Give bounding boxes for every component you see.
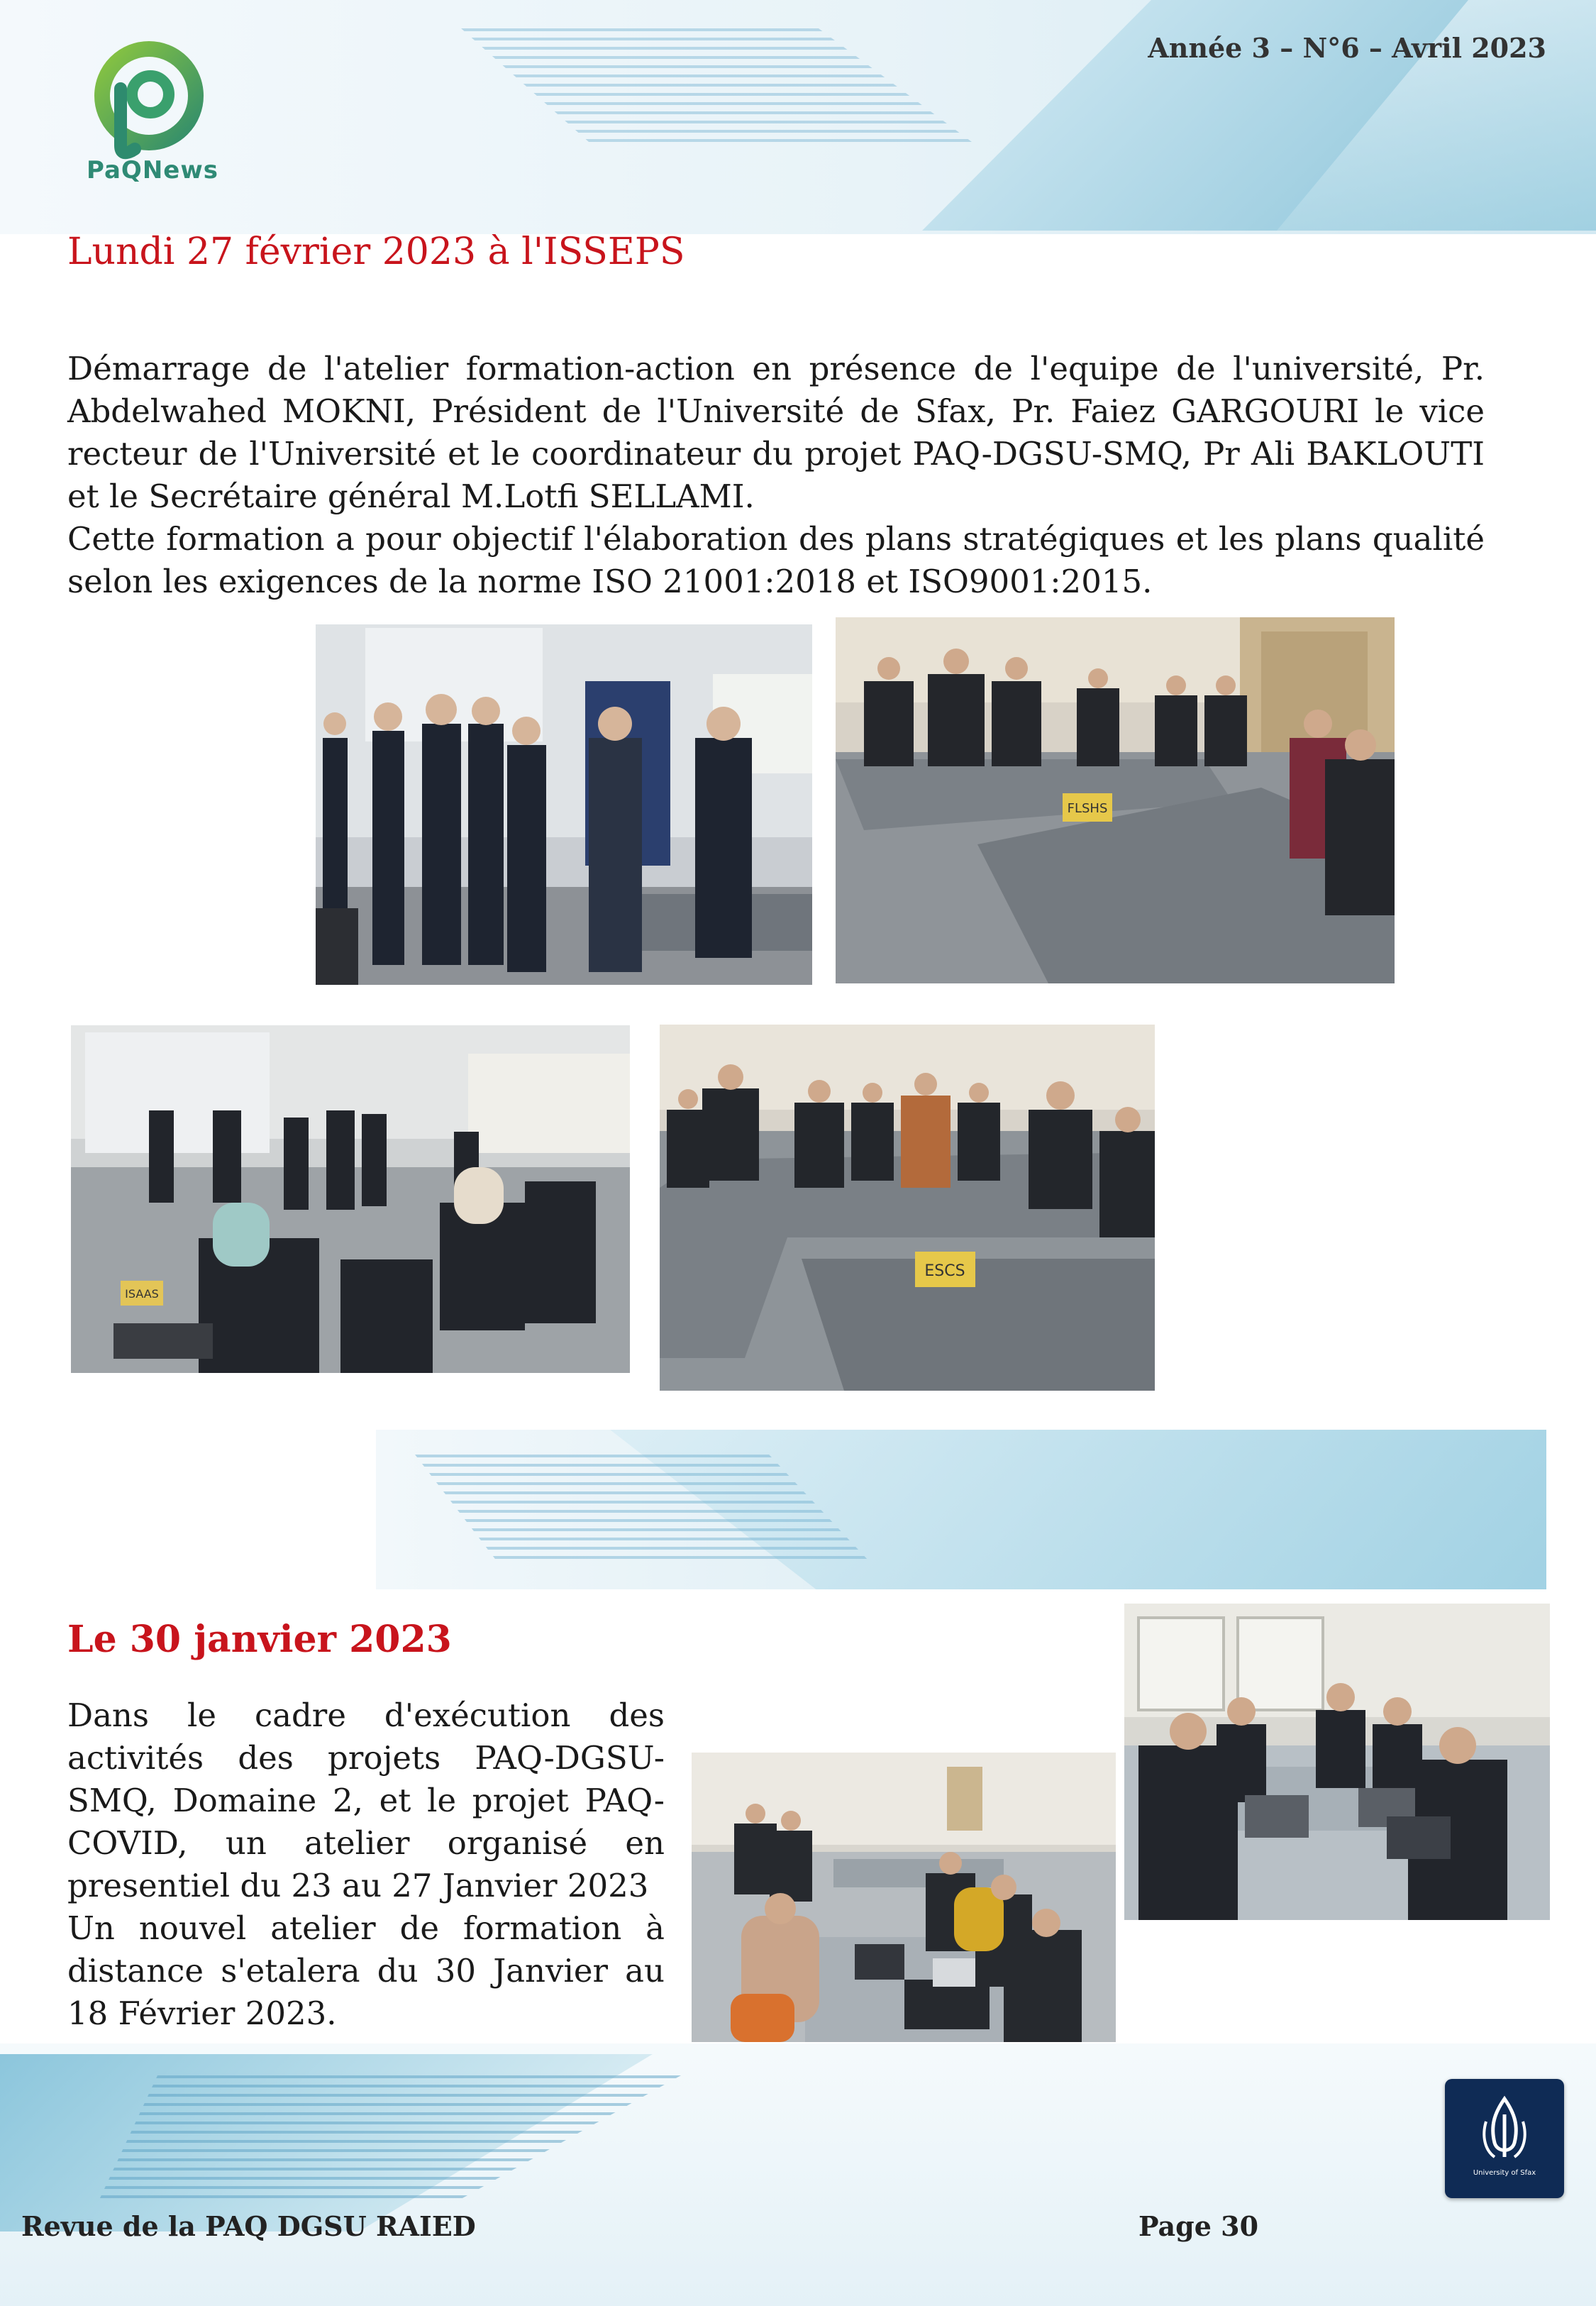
section2-paragraph1: Dans le cadre d'exécution des activités des projets PAQ-DGSU-SMQ, Domaine 2, et le projet PAQ-COVID, un atelier organisé en presentiel du 23 au 27 Janvier 2023 <box>67 1697 665 1904</box>
photo2-sign-label: FLSHS <box>1067 801 1108 816</box>
page-number: Page 30 <box>1138 2210 1259 2242</box>
section1-paragraph1: Démarrage de l'atelier formation-action en présence de l'equipe de l'université, Pr. Abdelwahed MOKNI, Président de l'Université de Sfax, Pr. Faiez GARGOURI le vice recteur de l'Université et le coordinateur du projet PAQ-DGSU-SMQ, Pr Ali BAKLOUTI et le Secrétaire général M.Lotfi SELLAMI. <box>67 350 1485 515</box>
section2-title: Le 30 janvier 2023 <box>67 1618 452 1661</box>
photo-workshop-laptops <box>692 1753 1116 2042</box>
section2-paragraph2: Un nouvel atelier de formation à distance s'etalera du 30 Janvier au 18 Février 2023. <box>67 1909 665 2032</box>
section2-text <box>67 1694 665 2035</box>
issue-label: Année 3 – N°6 – Avril 2023 <box>1148 32 1546 64</box>
logo-text: PaQNews <box>86 156 218 184</box>
section1-paragraph2: Cette formation a pour objectif l'élaboration des plans stratégiques et les plans qualité selon les exigences de la norme ISO 21001:2018 et ISO9001:2015. <box>67 520 1485 600</box>
photo4-sign-label: ESCS <box>924 1262 965 1280</box>
section1-title: Lundi 27 février 2023 à l'ISSEPS <box>67 231 685 273</box>
university-logo-text: University of Sfax <box>1473 2169 1536 2177</box>
photo-officials-standing <box>316 624 812 985</box>
photo-flshs-table <box>836 617 1395 983</box>
photo3-sign-label: ISAAS <box>125 1287 159 1301</box>
photo-escs-table <box>660 1025 1155 1391</box>
university-logo-icon <box>1445 2079 1564 2198</box>
footer-review-title: Revue de la PAQ DGSU RAIED <box>21 2210 476 2242</box>
photo-team-laptops <box>1124 1604 1550 1920</box>
photo-isaas-audience <box>71 1025 630 1373</box>
